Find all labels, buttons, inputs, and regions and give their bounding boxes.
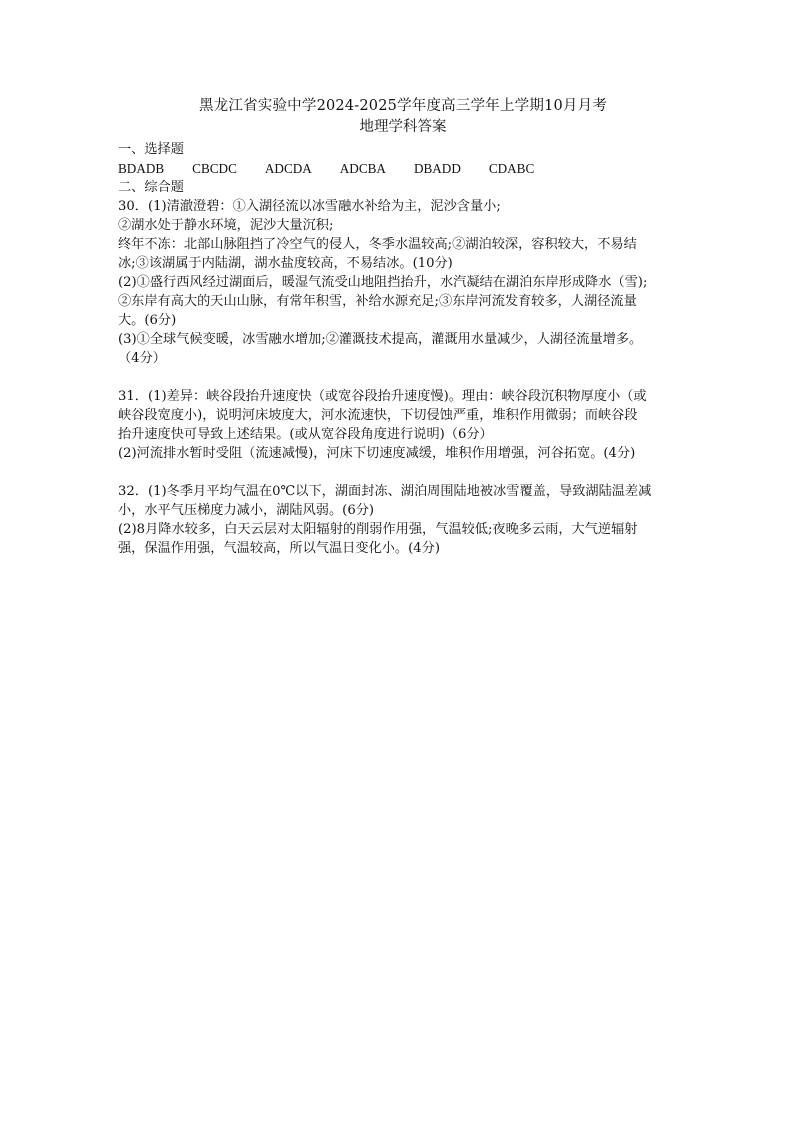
answer-line: 大。(6分) xyxy=(118,313,177,328)
answer-group: BDADB xyxy=(118,161,165,176)
question-31-answer xyxy=(118,387,688,463)
answer-line: 冰;③该湖属于内陆湖，湖水盐度较高，不易结冰。(10分) xyxy=(118,256,453,271)
answer-group: ADCDA xyxy=(264,161,312,176)
answer-group: ADCBA xyxy=(339,161,386,176)
answer-line: 31．(1)差异：峡谷段抬升速度快（或宽谷段抬升速度慢)。理由：峡谷段沉积物厚度小（或 xyxy=(118,389,647,404)
section-heading-choice: 一、选择题 xyxy=(118,142,184,157)
answer-line: ②东岸有高大的天山山脉，有常年积雪，补给水源充足;③东岸河流发育较多，人湖径流量 xyxy=(118,294,637,309)
answer-group: CDABC xyxy=(488,161,535,176)
answer-line: 小，水平气压梯度力减小，湖陆风弱。(6分) xyxy=(118,503,375,518)
answer-line: (3)①全球气候变暖，冰雪融水增加;②灌溉技术提高，灌溉用水量减少，人湖径流量增多。 xyxy=(118,332,643,347)
answer-line: 终年不冻：北部山脉阻挡了冷空气的侵人，冬季水温较高;②湖泊较深，容积较大，不易结 xyxy=(118,237,637,252)
answer-line: (2)河流排水暂时受阻（流速减慢)，河床下切速度减缓，堆积作用增强，河谷拓宽。(4分) xyxy=(118,446,636,461)
choice-answers-row xyxy=(118,159,688,178)
answer-line: （4分） xyxy=(118,351,166,366)
answer-line: 抬升速度快可导致上述结果。(或从宽谷段角度进行说明)（6分） xyxy=(118,427,493,442)
spacer xyxy=(118,463,688,482)
answer-line: 强，保温作用强，气温较高，所以气温日变化小。(4分) xyxy=(118,541,440,556)
answer-line: ②湖水处于静水环境，泥沙大量沉积; xyxy=(118,218,334,233)
answer-line: (2)①盛行西风经过湖面后，暖湿气流受山地阻挡抬升，水汽凝结在湖泊东岸形成降水（雪); xyxy=(118,275,648,290)
answer-line: 30．(1)清澈澄碧：①入湖径流以冰雪融水补给为主，泥沙含量小; xyxy=(118,199,501,214)
section-heading-comprehensive: 二、综合题 xyxy=(118,180,184,195)
answer-group: DBADD xyxy=(413,161,461,176)
question-32-answer xyxy=(118,482,688,558)
answer-sheet xyxy=(118,96,688,558)
question-30-answer xyxy=(118,197,688,368)
document-title: 黑龙江省实验中学2024-2025学年度高三学年上学期10月月考 xyxy=(198,98,608,114)
answer-group: CBCDC xyxy=(192,161,237,176)
answer-line: 32．(1)冬季月平均气温在0℃以下，湖面封冻、湖泊周围陆地被冰雪覆盖，导致湖陆温差减 xyxy=(118,484,652,499)
answer-line: 峡谷段宽度小)，说明河床坡度大，河水流速快，下切侵蚀严重，堆积作用微弱；而峡谷段 xyxy=(118,408,638,423)
answer-line: (2)8月降水较多，白天云层对太阳辐射的削弱作用强，气温较低;夜晚多云雨，大气逆辐射 xyxy=(118,522,638,537)
document-subtitle: 地理学科答案 xyxy=(359,119,447,135)
spacer xyxy=(118,368,688,387)
